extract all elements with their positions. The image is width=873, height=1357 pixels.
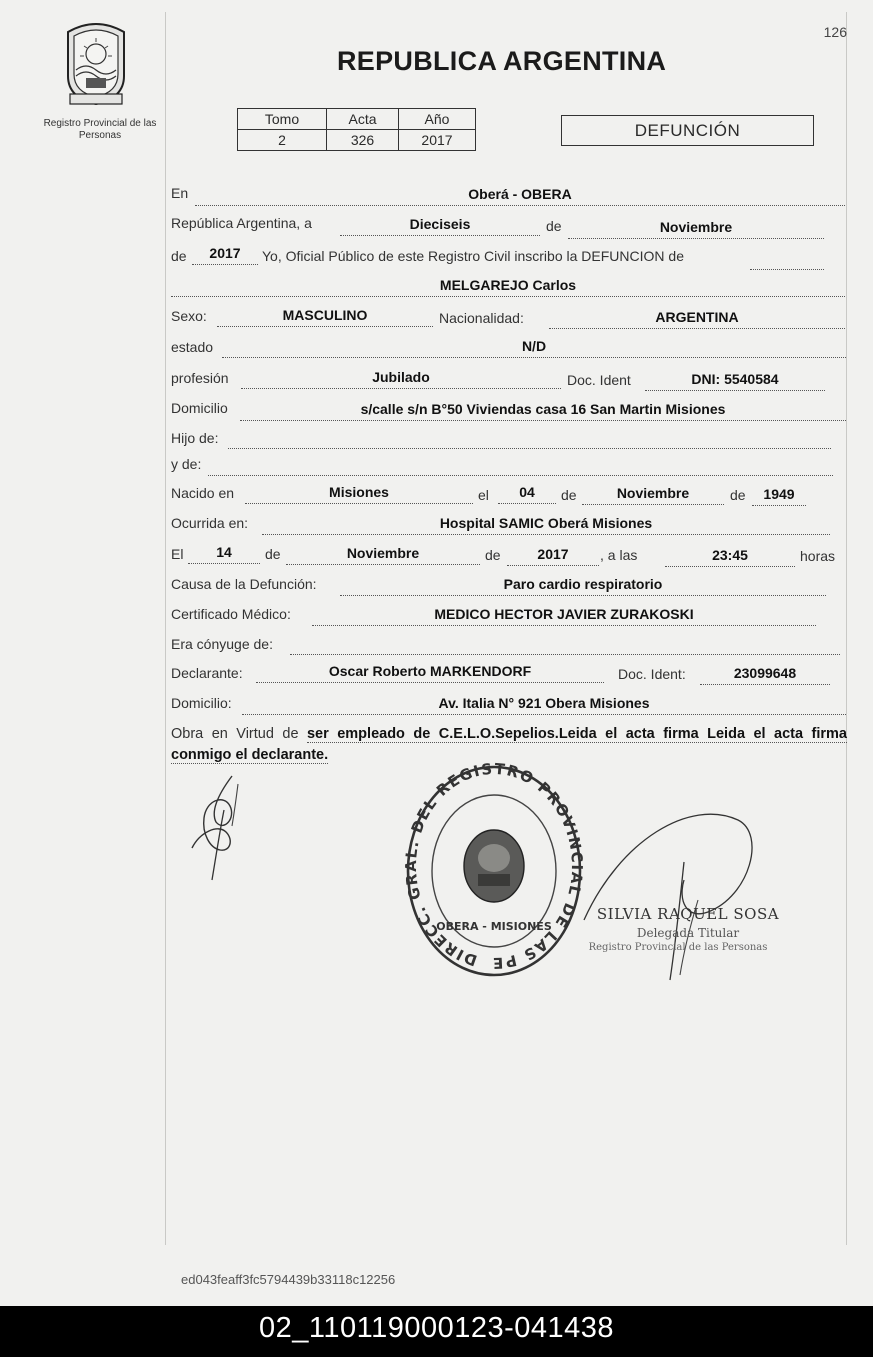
field-nombre: MELGAREJO Carlos bbox=[171, 277, 845, 297]
field-sexo: MASCULINO bbox=[217, 307, 433, 327]
field-declarante-domicilio: Av. Italia N° 921 Obera Misiones bbox=[242, 695, 846, 715]
label-causa: Causa de la Defunción: bbox=[171, 576, 317, 592]
label-conyuge: Era cónyuge de: bbox=[171, 636, 273, 652]
label-nacionalidad: Nacionalidad: bbox=[439, 310, 524, 326]
seal-ring-text: DIRECC. G L. DEL REGISTRO PROVIN L DE LAS PE bbox=[404, 762, 584, 973]
label-obra-en-virtud: Obra en Virtud de bbox=[171, 726, 299, 742]
obra-en-virtud-paragraph bbox=[171, 724, 847, 766]
field-nac-anio: 1949 bbox=[752, 486, 806, 506]
field-def-anio: 2017 bbox=[507, 546, 599, 566]
field-nac-dia: 04 bbox=[498, 484, 556, 504]
registry-label: Registro Provincial de las Personas bbox=[43, 118, 157, 141]
officer-org: Registro Provincial de las Personas bbox=[588, 942, 768, 953]
label-de-1: de bbox=[546, 218, 562, 234]
seal-inner-text: OBERA - MISIONES bbox=[436, 920, 552, 933]
field-dia-letras: Dieciseis bbox=[340, 216, 540, 236]
field-nacionalidad: ARGENTINA bbox=[549, 309, 845, 329]
field-doc-ident: DNI: 5540584 bbox=[645, 371, 825, 391]
label-sexo: Sexo: bbox=[171, 308, 207, 324]
officer-role: Delegada Titular bbox=[636, 926, 740, 940]
field-hijo-de bbox=[228, 429, 831, 449]
officer-signature bbox=[580, 800, 765, 985]
field-nacido-en: Misiones bbox=[245, 484, 473, 504]
label-doc-ident: Doc. Ident bbox=[567, 372, 631, 388]
label-de-4: de bbox=[730, 487, 746, 503]
field-causa: Paro cardio respiratorio bbox=[340, 576, 826, 596]
field-certificado: MEDICO HECTOR JAVIER ZURAKOSKI bbox=[312, 606, 816, 626]
label-de-5: de bbox=[265, 546, 281, 562]
footer-document-id: 02_110119000123-041438 bbox=[258, 1312, 615, 1344]
field-domicilio: s/calle s/n B°50 Viviendas casa 16 San Martin Misiones bbox=[240, 401, 846, 421]
label-republica: República Argentina, a bbox=[171, 215, 312, 231]
ref-value-tomo: 2 bbox=[238, 130, 327, 151]
label-el: El bbox=[171, 546, 184, 562]
label-ocurrida-en: Ocurrida en: bbox=[171, 515, 249, 531]
reference-table bbox=[237, 108, 476, 151]
field-ocurrida-en: Hospital SAMIC Oberá Misiones bbox=[262, 515, 830, 535]
field-declarante-doc: 23099648 bbox=[700, 665, 830, 685]
label-domicilio-2: Domicilio: bbox=[171, 695, 232, 711]
label-y-de: y de: bbox=[171, 456, 202, 472]
field-conyuge bbox=[290, 635, 840, 655]
label-certificado: Certificado Médico: bbox=[171, 606, 291, 622]
label-domicilio: Domicilio bbox=[171, 400, 228, 416]
field-blank-after-defuncion bbox=[750, 250, 824, 270]
margin-line-right bbox=[846, 12, 847, 1245]
declarante-signature bbox=[180, 770, 260, 885]
field-def-mes: Noviembre bbox=[286, 545, 480, 565]
official-seal bbox=[404, 762, 584, 980]
field-mes: Noviembre bbox=[568, 219, 824, 239]
label-de-6: de bbox=[485, 547, 501, 563]
record-type-box: DEFUNCIÓN bbox=[561, 115, 814, 146]
label-yo-oficial: Yo, Oficial Público de este Registro Civil inscribo la DEFUNCION de bbox=[262, 248, 684, 264]
label-de-3: de bbox=[561, 487, 577, 503]
label-nacido-en: Nacido en bbox=[171, 485, 235, 501]
footer-bar bbox=[0, 1306, 873, 1357]
field-declarante: Oscar Roberto MARKENDORF bbox=[256, 663, 604, 683]
label-en: En bbox=[171, 185, 189, 201]
document-title: REPUBLICA ARGENTINA bbox=[337, 46, 667, 76]
field-def-dia: 14 bbox=[188, 544, 260, 564]
officer-block bbox=[588, 905, 788, 953]
label-horas: horas bbox=[800, 548, 836, 564]
field-estado: N/D bbox=[222, 338, 846, 358]
reference-value-row bbox=[238, 130, 476, 151]
ref-header-anio: Año bbox=[399, 109, 476, 130]
field-nac-mes: Noviembre bbox=[582, 485, 724, 505]
label-el-lower: el bbox=[478, 487, 489, 503]
page-number: 126 bbox=[823, 24, 847, 40]
document-hash: ed043feaff3fc5794439b33118c12256 bbox=[181, 1272, 396, 1287]
label-doc-ident-2: Doc. Ident: bbox=[618, 666, 686, 682]
field-lugar: Oberá - OBERA bbox=[195, 186, 845, 206]
label-hijo-de: Hijo de: bbox=[171, 430, 219, 446]
label-a-las: , a las bbox=[600, 547, 638, 563]
ref-value-anio: 2017 bbox=[399, 130, 476, 151]
field-profesion: Jubilado bbox=[241, 369, 561, 389]
field-def-hora: 23:45 bbox=[665, 547, 795, 567]
officer-name: SILVIA RAQUEL SOSA bbox=[596, 905, 780, 923]
field-obra-virtud: ser empleado de C.E.L.O.Sepelios.Leida el acta firma Leida el acta firma conmigo el declarante. bbox=[171, 726, 847, 763]
ref-value-acta: 326 bbox=[327, 130, 399, 151]
reference-header-row bbox=[238, 109, 476, 130]
field-anio: 2017 bbox=[192, 245, 258, 265]
label-profesion: profesión bbox=[171, 370, 229, 386]
margin-line-left bbox=[165, 12, 166, 1245]
ref-header-tomo: Tomo bbox=[238, 109, 327, 130]
label-declarante: Declarante: bbox=[171, 665, 243, 681]
misiones-coat-of-arms-logo bbox=[60, 18, 132, 106]
label-de-2: de bbox=[171, 248, 187, 264]
field-y-de bbox=[208, 456, 833, 476]
label-estado: estado bbox=[171, 339, 214, 355]
ref-header-acta: Acta bbox=[327, 109, 399, 130]
